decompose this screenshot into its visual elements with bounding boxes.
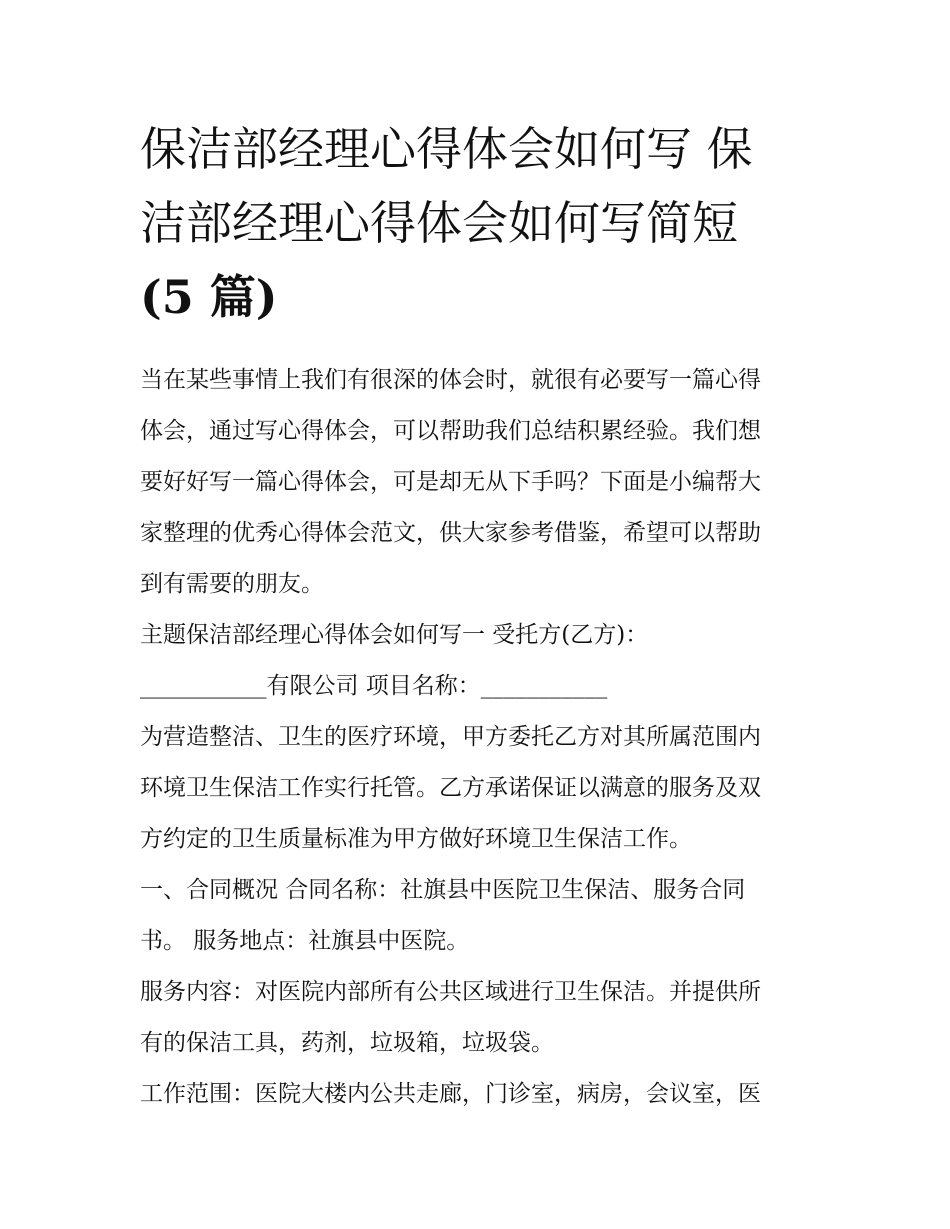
document-body	[140, 355, 820, 1120]
paragraph-topic	[140, 610, 820, 712]
title-line: 洁部经理心得体会如何写简短	[140, 196, 738, 250]
paragraph-purpose	[140, 712, 820, 865]
text-line: 书。 服务地点：社旗县中医院。	[140, 928, 470, 954]
text-line: 有的保洁工具，药剂，垃圾箱，垃圾袋。	[140, 1030, 554, 1056]
text-line: 为营造整洁、卫生的医疗环境，甲方委托乙方对其所属范围内	[140, 724, 761, 750]
text-line: 服务内容：对医院内部所有公共区域进行卫生保洁。并提供所	[140, 979, 761, 1005]
text-line: 一、合同概况 合同名称：社旗县中医院卫生保洁、服务合同	[140, 877, 746, 903]
text-line: 方约定的卫生质量标准为甲方做好环境卫生保洁工作。	[140, 826, 692, 852]
paragraph-intro	[140, 355, 820, 610]
text-line: 体会，通过写心得体会，可以帮助我们总结积累经验。我们想	[140, 418, 761, 444]
text-line: 到有需要的朋友。	[140, 571, 324, 597]
title-line: 保洁部经理心得体会如何写 保	[140, 122, 753, 176]
document-title	[140, 112, 820, 334]
paragraph-service-content	[140, 967, 820, 1069]
text-line: ___________有限公司 项目名称：___________	[140, 673, 608, 699]
text-line: 要好好写一篇心得体会，可是却无从下手吗？下面是小编帮大	[140, 469, 761, 495]
text-line: 环境卫生保洁工作实行托管。乙方承诺保证以满意的服务及双	[140, 775, 761, 801]
text-line: 当在某些事情上我们有很深的体会时，就很有必要写一篇心得	[140, 367, 761, 393]
text-line: 家整理的优秀心得体会范文，供大家参考借鉴，希望可以帮助	[140, 520, 761, 546]
paragraph-contract-overview	[140, 865, 820, 967]
text-line: 主题保洁部经理心得体会如何写一 受托方(乙方)：	[140, 622, 649, 648]
title-line: (5 篇)	[140, 270, 278, 324]
text-line: 工作范围：医院大楼内公共走廊，门诊室，病房，会议室，医	[140, 1081, 761, 1107]
paragraph-work-scope	[140, 1069, 820, 1120]
